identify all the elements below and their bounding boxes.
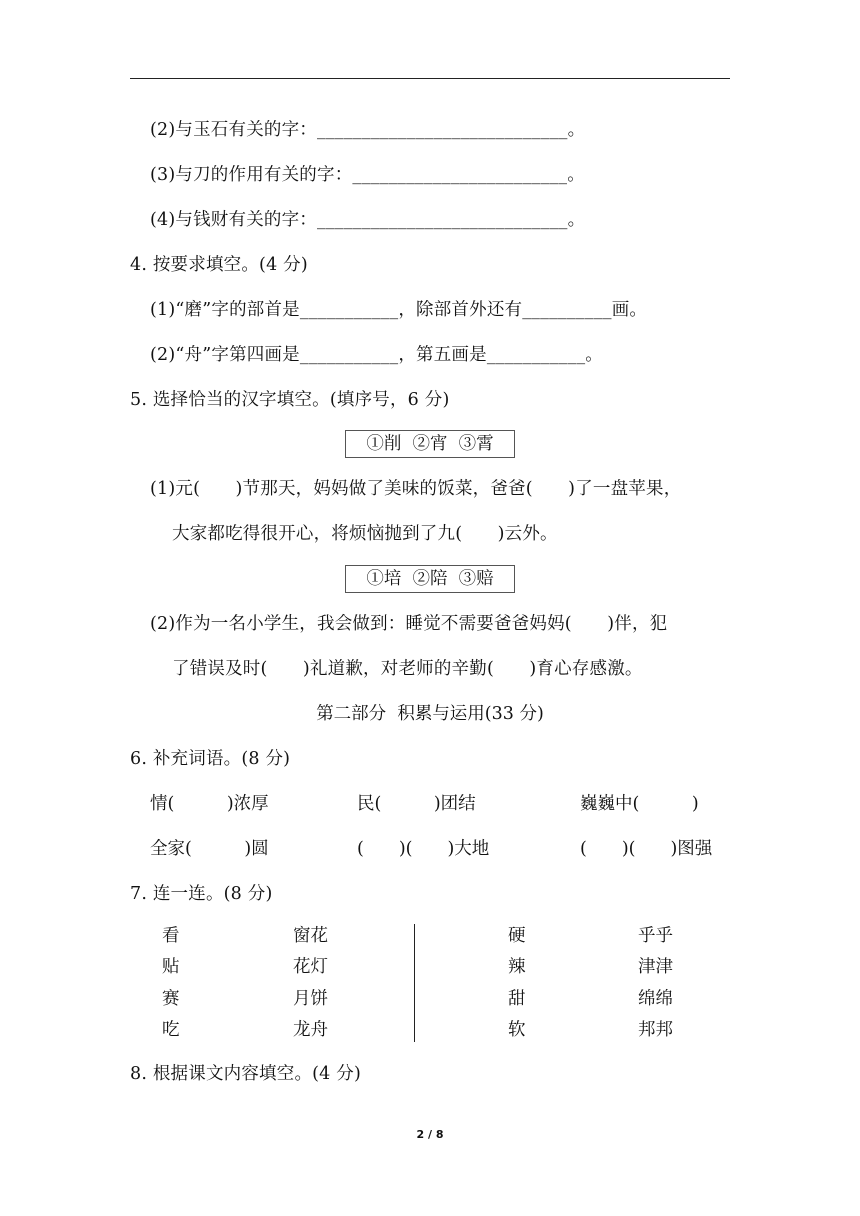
- q3-item-4: (4)与钱财有关的字：____________________________。: [150, 210, 586, 230]
- q4-item-2: (2)“舟”字第四画是___________，第五画是___________。: [150, 345, 603, 365]
- q6-row1-item-1: 情( )浓厚: [150, 794, 269, 814]
- q6-row2-item-3: ( )( )图强: [580, 839, 713, 859]
- q7-divider: [414, 924, 415, 1042]
- q7-right-word: 软: [508, 1020, 526, 1040]
- q7-left-match: 花灯: [293, 957, 328, 977]
- page-number: 2 / 8: [416, 1128, 444, 1141]
- q7-left-match: 月饼: [293, 989, 328, 1009]
- q7-left-word: 看: [162, 926, 180, 946]
- q6-title: 6. 补充词语。(8 分): [130, 749, 291, 769]
- q4-title: 4. 按要求填空。(4 分): [130, 255, 308, 275]
- q7-right-match: 邦邦: [638, 1020, 673, 1040]
- q6-row1-item-2: 民( )团结: [357, 794, 476, 814]
- q8-title: 8. 根据课文内容填空。(4 分): [130, 1064, 362, 1084]
- q7-right-match: 津津: [638, 957, 673, 977]
- q7-left-match: 窗花: [293, 926, 328, 946]
- header-rule: [130, 78, 730, 79]
- q7-right-word: 辣: [508, 957, 526, 977]
- q5-item-1-line-1: (1)元( )节那天，妈妈做了美味的饭菜，爸爸( )了一盘苹果，: [150, 479, 682, 499]
- section-2-title: 第二部分 积累与运用(33 分): [316, 704, 544, 724]
- q5-option-box-1: ①削 ②宵 ③霄: [345, 430, 515, 458]
- q7-left-word: 吃: [162, 1020, 180, 1040]
- q7-title: 7. 连一连。(8 分): [130, 884, 273, 904]
- q5-option-box-2: ①培 ②陪 ③赔: [345, 565, 515, 593]
- q7-left-word: 赛: [162, 989, 180, 1009]
- q6-row2-item-1: 全家( )圆: [150, 839, 269, 859]
- q6-row2-item-2: ( )( )大地: [357, 839, 490, 859]
- q7-right-match: 乎乎: [638, 926, 673, 946]
- q7-right-word: 甜: [508, 989, 526, 1009]
- q6-row1-item-3: 巍巍中( ): [580, 794, 699, 814]
- q7-right-match: 绵绵: [638, 989, 673, 1009]
- q5-title: 5. 选择恰当的汉字填空。(填序号，6 分): [130, 390, 450, 410]
- q7-left-word: 贴: [162, 957, 180, 977]
- q4-item-1: (1)“磨”字的部首是___________，除部首外还有__________画。: [150, 300, 648, 320]
- q7-left-match: 龙舟: [293, 1020, 328, 1040]
- q3-item-2: (2)与玉石有关的字：____________________________。: [150, 120, 586, 140]
- q7-right-word: 硬: [508, 926, 526, 946]
- q3-item-3: (3)与刀的作用有关的字：________________________。: [150, 165, 585, 185]
- q5-item-1-line-2: 大家都吃得很开心，将烦恼抛到了九( )云外。: [172, 524, 558, 544]
- q5-item-2-line-1: (2)作为一名小学生，我会做到：睡觉不需要爸爸妈妈( )伴，犯: [150, 614, 668, 634]
- q5-item-2-line-2: 了错误及时( )礼道歉，对老师的辛勤( )育心存感激。: [172, 659, 643, 679]
